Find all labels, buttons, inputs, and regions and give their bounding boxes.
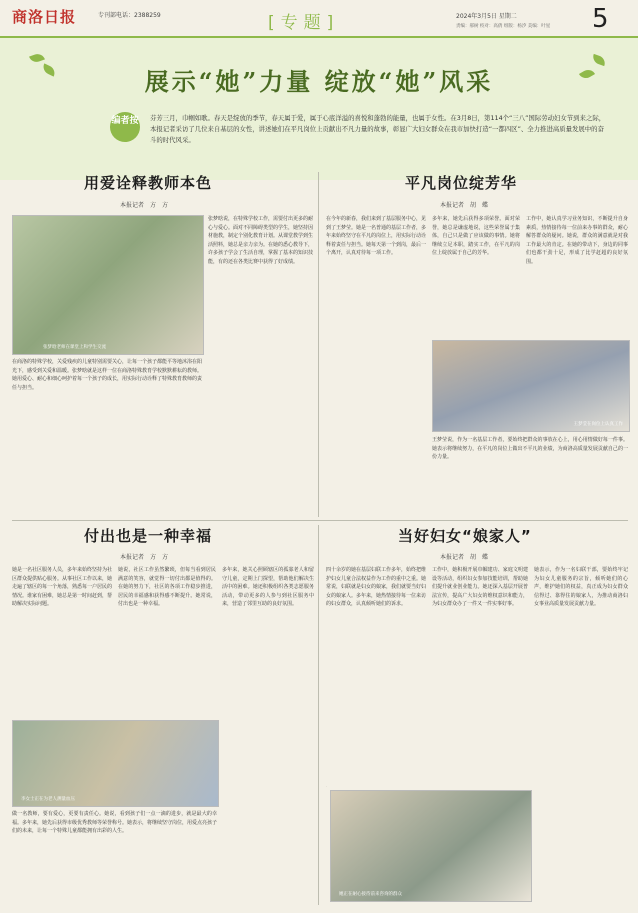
article-photo-4 [330, 790, 532, 902]
article-title-3: 付出也是一种幸福 [84, 527, 213, 545]
article-column: 在今年的新春，我们来到了基层服务中心，见到了王梦莹。她是一名普通的基层工作者，多年来始终坚守在平凡的岗位上，用实际行动诠释着责任与担当。她每天第一个到岗，最后一个离开，认真对待每一项工作。 [326, 216, 426, 257]
article-column: 她是一名社区服务人员，多年来始终坚持为社区群众提供贴心服务。从事社区工作以来，她走遍了辖区的每一个角落，熟悉每一户居民的情况。谁家有困难，她总是第一时间赶到，帮助解决实际问题。 [12, 567, 112, 608]
column-divider [318, 525, 319, 905]
article-column [326, 786, 327, 787]
article-column: 工作中，她积极开展巾帼建功、家庭文明建设等活动，组织妇女参加技能培训，帮助她们提升就业创业能力。她还深入基层开展普法宣传，提高广大妇女的维权意识和能力，为妇女群众办了一件又一件实事好事。 [432, 567, 528, 608]
page-headline: 展示“她”力量 绽放“她”风采 [144, 67, 494, 96]
article-column: 多年来，她关心照顾辖区的孤寡老人和留守儿童，定期上门探望，帮助他们解决生活中的困难。她还积极组织各类志愿服务活动，带动更多的人参与到社区服务中来，营造了邻里互助的良好氛围。 [222, 567, 314, 608]
article-column: 她表示，作为一名妇联干部，要始终牢记为妇女儿童服务的宗旨，倾听她们的心声，维护她们的权益，真正成为妇女群众信得过、靠得住的娘家人，为推动商洛妇女事业高质量发展贡献力量。 [534, 567, 628, 608]
article-column: 多年来，她先后获得多项荣誉。面对荣誉，她总是谦虚地说，这些荣誉属于集体，自己只是做了应该做的事情。她将继续立足本职，踏实工作，在平凡的岗位上绽放属于自己的芳华。 [432, 216, 520, 257]
photo-caption-1: 张梦晗老师在课堂上和学生交流 [43, 345, 106, 350]
section-divider [12, 520, 628, 521]
editor-credits: 责编：郝树 校对：高倩 组版：杨汐 美编：叶星 [456, 24, 551, 29]
article-byline-3: 本报记者 方 方 [120, 554, 169, 561]
article-title-1: 用爱诠释教师本色 [84, 174, 213, 192]
article-byline-1: 本报记者 方 方 [120, 202, 169, 209]
article-column: 做一名教师，要有爱心，更要有责任心。她说，看到孩子们一点一滴的进步，就是最大的幸福。多年来，她先后获得市级优秀教师等荣誉称号。她表示，将继续坚守岗位，用爱点亮孩子们的未来，让每一个特殊儿童都能拥有出彩的人生。 [12, 811, 217, 835]
masthead [0, 0, 638, 38]
issue-info: 专刊部电话：2388259 [98, 12, 161, 19]
article-column: 张梦晗说，在特殊学校工作，需要付出更多的耐心与爱心。面对不同障碍类型的学生，她坚持因材施教，制定个别化教育计划。从课堂教学到生活照料，她总是亲力亲为。在她的悉心教导下，许多孩子学会了生活自理，掌握了基本的知识技能，有的还在各类比赛中获得了好成绩。 [208, 216, 313, 265]
article-byline-4: 本报记者 胡 蝶 [440, 554, 489, 561]
issue-date: 2024年3月5日 星期二 [456, 13, 517, 20]
banner [0, 38, 638, 180]
article-photo-1 [12, 215, 204, 355]
article-title-2: 平凡岗位绽芳华 [405, 174, 518, 192]
article-column: 四十余岁的她在基层妇联工作多年，始终把维护妇女儿童合法权益作为工作的重中之重。她常说，妇联就是妇女的娘家，我们就要当好妇女的娘家人。多年来，她热情接待每一位来访的妇女群众，认真倾听她们的诉求。 [326, 567, 426, 608]
photo-caption-2: 王梦莹在岗位上认真工作 [573, 422, 623, 427]
article-photo-2 [432, 340, 630, 432]
newspaper-logo: 商洛日报 [12, 8, 77, 26]
article-byline-2: 本报记者 胡 蝶 [440, 202, 489, 209]
page-number: 5 [592, 4, 609, 34]
article-column: 她说，社区工作虽然繁琐，但每当看到居民满意的笑容，就觉得一切付出都是值得的。在她的努力下，社区的各项工作稳步推进，居民的幸福感和获得感不断提升。她常说，付出也是一种幸福。 [118, 567, 216, 608]
photo-caption-3: 李女士正在为老人测量血压 [21, 797, 75, 802]
article-column: 王梦莹说，作为一名基层工作者，要始终把群众的事放在心上，用心用情做好每一件事。她表示将继续努力，在平凡的岗位上做出不平凡的业绩，为商洛高质量发展贡献自己的一份力量。 [432, 437, 628, 461]
photo-caption-4: 她正在耐心接待前来咨询的群众 [339, 892, 402, 897]
section-label: [专题] [268, 13, 340, 33]
article-title-4: 当好妇女“娘家人” [398, 527, 532, 545]
article-column: 在商洛的特殊学校，关爱残疾的儿童特别需要关心，让每一个孩子都能平等地沐浴在阳光下，感受到关爱和温暖。张梦晗就是这样一位在商洛特殊教育学校默默耕耘的教师。她用爱心、耐心和细心呵护着每一个孩子的成长，用实际行动诠释了特殊教育教师的责任与担当。 [12, 359, 202, 391]
column-divider [318, 172, 319, 517]
editor-note-text: 芬芳三月，巾帼如歌。春天是绽放的季节，春天属于爱，属于心底洋溢的喜悦和蓬勃的能量，也属于女性。在3月8日，第114个“三八”国际劳动妇女节到来之际，本报记者采访了几位来自基层的女性，讲述她们在平凡岗位上贡献出不凡力量的故事，彰显广大妇女群众在我市加快打造“一都四区”、全力推进高质量发展中的奋斗的时代风采。 [150, 114, 606, 144]
article-column: 工作中，她认真学习业务知识，不断提升自身素质，热情接待每一位前来办事的群众，耐心解答群众的疑问。她说，群众的满意就是对我工作最大的肯定。在她的带动下，身边的同事们也都干劲十足，形成了比学赶超的良好氛围。 [526, 216, 628, 265]
article-photo-3 [12, 720, 219, 807]
editor-note-badge: 编者按 [110, 112, 140, 142]
